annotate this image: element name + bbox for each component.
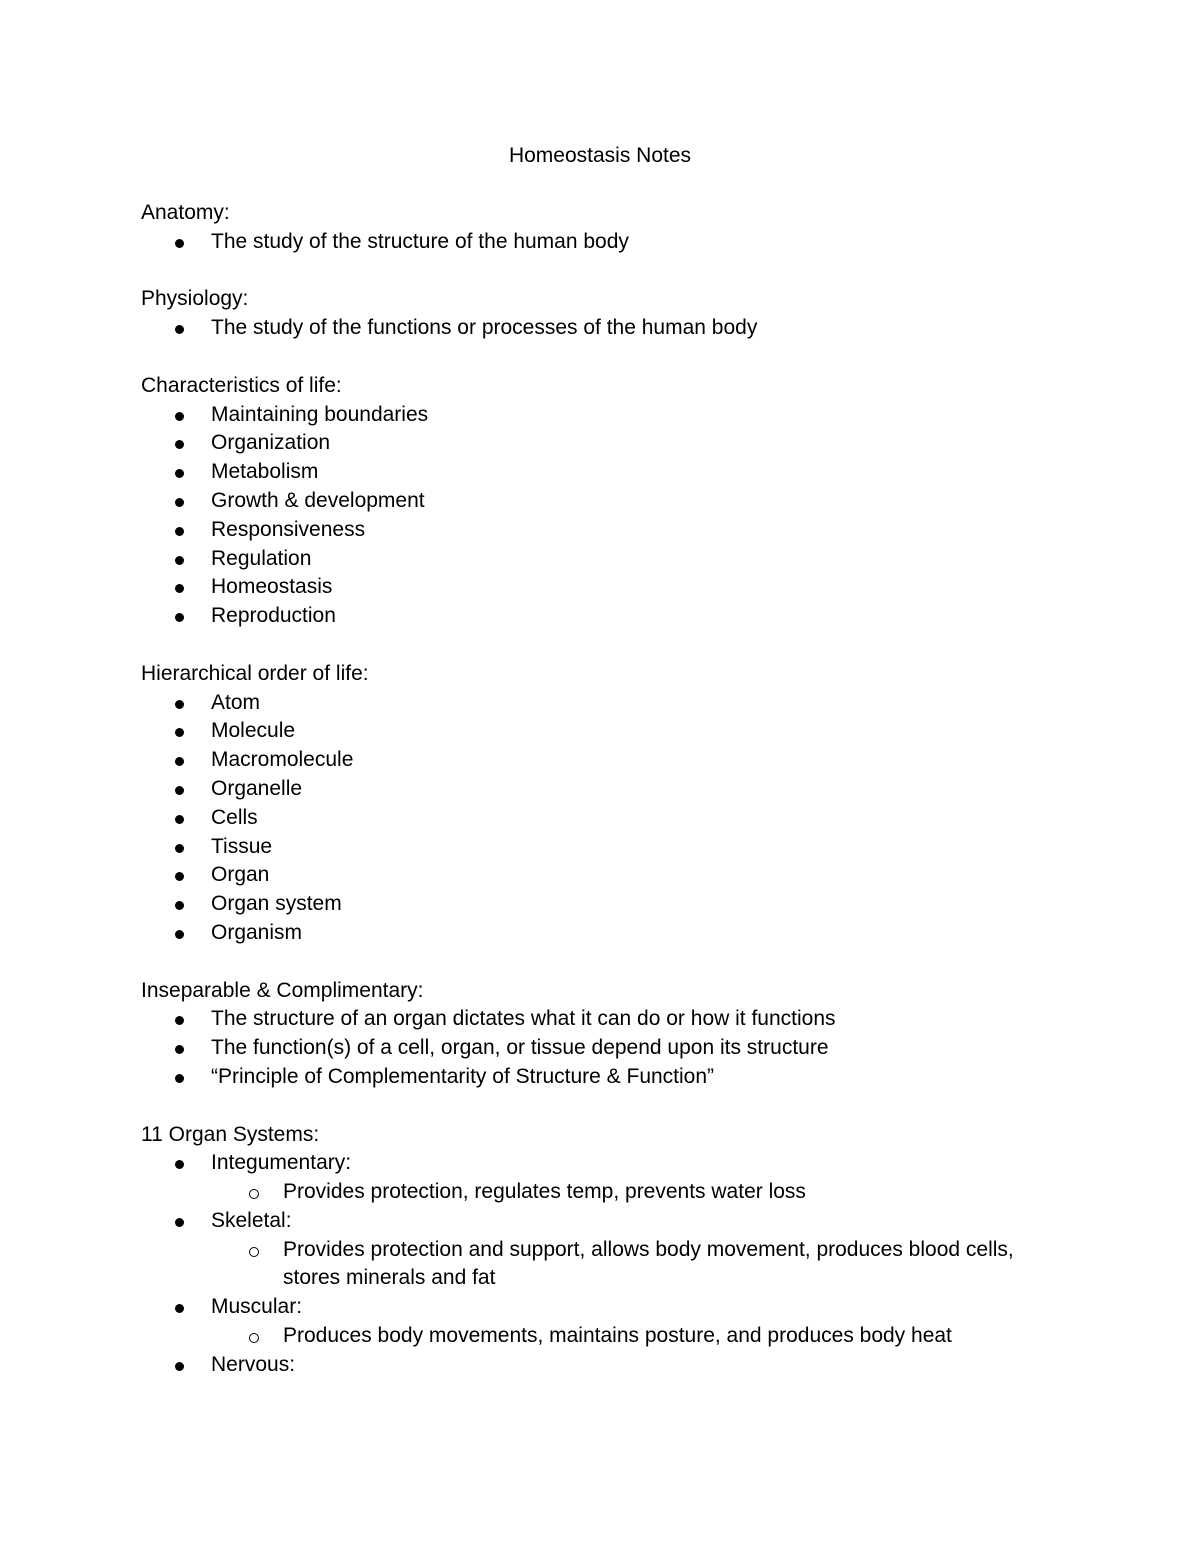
section-heading: Inseparable & Complimentary: [141, 978, 424, 1002]
list-item: The structure of an organ dictates what it can do or how it functions [141, 1005, 1061, 1034]
sub-bullet-list [211, 1236, 1061, 1294]
section-physiology [141, 285, 1061, 343]
bullet-icon [175, 412, 184, 421]
list-item: Organization [141, 429, 1061, 458]
section-hierarchy [141, 660, 1061, 948]
list-item: Molecule [141, 717, 1061, 746]
bullet-icon [175, 584, 184, 593]
list-item [141, 1149, 1061, 1207]
bullet-list [141, 1005, 1061, 1091]
bullet-icon [175, 527, 184, 536]
page-title: Homeostasis Notes [508, 144, 692, 167]
list-item: Organ system [141, 890, 1061, 919]
list-item: Atom [141, 689, 1061, 718]
bullet-icon [175, 1304, 184, 1313]
list-item: The function(s) of a cell, organ, or tissue depend upon its structure [141, 1034, 1061, 1063]
bullet-icon [175, 1016, 184, 1025]
bullet-icon [175, 815, 184, 824]
section-heading: Anatomy: [141, 201, 230, 224]
list-item: Organ [141, 861, 1061, 890]
bullet-icon [175, 556, 184, 565]
list-item: Organelle [141, 775, 1061, 804]
bullet-icon [175, 728, 184, 737]
bullet-icon [175, 498, 184, 507]
list-item: The study of the structure of the human body [141, 228, 1061, 257]
bullet-icon [175, 1362, 184, 1371]
bullet-icon [175, 1045, 184, 1054]
sub-bullet-list [211, 1322, 1061, 1351]
list-item: The study of the functions or processes of the human body [141, 314, 1061, 343]
bullet-icon [175, 239, 184, 248]
organ-system-name: Nervous: [211, 1352, 296, 1376]
list-item [141, 1207, 1061, 1293]
list-item [141, 1351, 1061, 1380]
section-anatomy [141, 199, 1061, 257]
bullet-icon [175, 325, 184, 334]
bullet-icon [175, 440, 184, 449]
bullet-list [141, 1149, 1061, 1379]
bullet-list [141, 401, 1061, 631]
bullet-list [141, 228, 1061, 257]
bullet-icon [175, 786, 184, 795]
bullet-icon [175, 757, 184, 766]
section-heading: Physiology: [141, 287, 249, 311]
section-complementary [141, 977, 1061, 1092]
hollow-bullet-icon [249, 1189, 259, 1199]
sub-bullet-list [211, 1178, 1061, 1207]
bullet-icon [175, 901, 184, 910]
list-item: Maintaining boundaries [141, 401, 1061, 430]
bullet-icon [175, 700, 184, 709]
list-item: Growth & development [141, 487, 1061, 516]
hollow-bullet-icon [249, 1247, 259, 1257]
list-item: Metabolism [141, 458, 1061, 487]
list-item [141, 1293, 1061, 1351]
section-organ-systems [141, 1121, 1061, 1380]
section-heading: Hierarchical order of life: [141, 661, 369, 685]
hollow-bullet-icon [249, 1333, 259, 1343]
list-item: Cells [141, 804, 1061, 833]
section-heading: Characteristics of life: [141, 373, 342, 397]
bullet-icon [175, 872, 184, 881]
bullet-icon [175, 469, 184, 478]
organ-system-name: Integumentary: [211, 1151, 352, 1175]
list-item: Tissue [141, 833, 1061, 862]
bullet-list [141, 314, 1061, 343]
list-item: Regulation [141, 545, 1061, 574]
bullet-list [141, 689, 1061, 948]
bullet-icon [175, 844, 184, 853]
list-item: Organism [141, 919, 1061, 948]
list-item: Responsiveness [141, 516, 1061, 545]
list-item: Homeostasis [141, 573, 1061, 602]
bullet-icon [175, 613, 184, 622]
list-item: “Principle of Complementarity of Structure & Function” [141, 1063, 1061, 1092]
sub-list-item: Produces body movements, maintains posture, and produces body heat [211, 1322, 1061, 1351]
section-heading: 11 Organ Systems: [141, 1122, 320, 1146]
sub-list-item: Provides protection and support, allows body movement, produces blood cells, stores minerals and fat [211, 1236, 1061, 1294]
bullet-icon [175, 1160, 184, 1169]
organ-system-name: Skeletal: [211, 1208, 292, 1232]
section-characteristics [141, 372, 1061, 631]
organ-system-name: Muscular: [211, 1295, 303, 1319]
bullet-icon [175, 930, 184, 939]
bullet-icon [175, 1218, 184, 1227]
list-item: Macromolecule [141, 746, 1061, 775]
list-item: Reproduction [141, 602, 1061, 631]
notes-body [141, 199, 1061, 1408]
bullet-icon [175, 1074, 184, 1083]
sub-list-item: Provides protection, regulates temp, prevents water loss [211, 1178, 1061, 1207]
